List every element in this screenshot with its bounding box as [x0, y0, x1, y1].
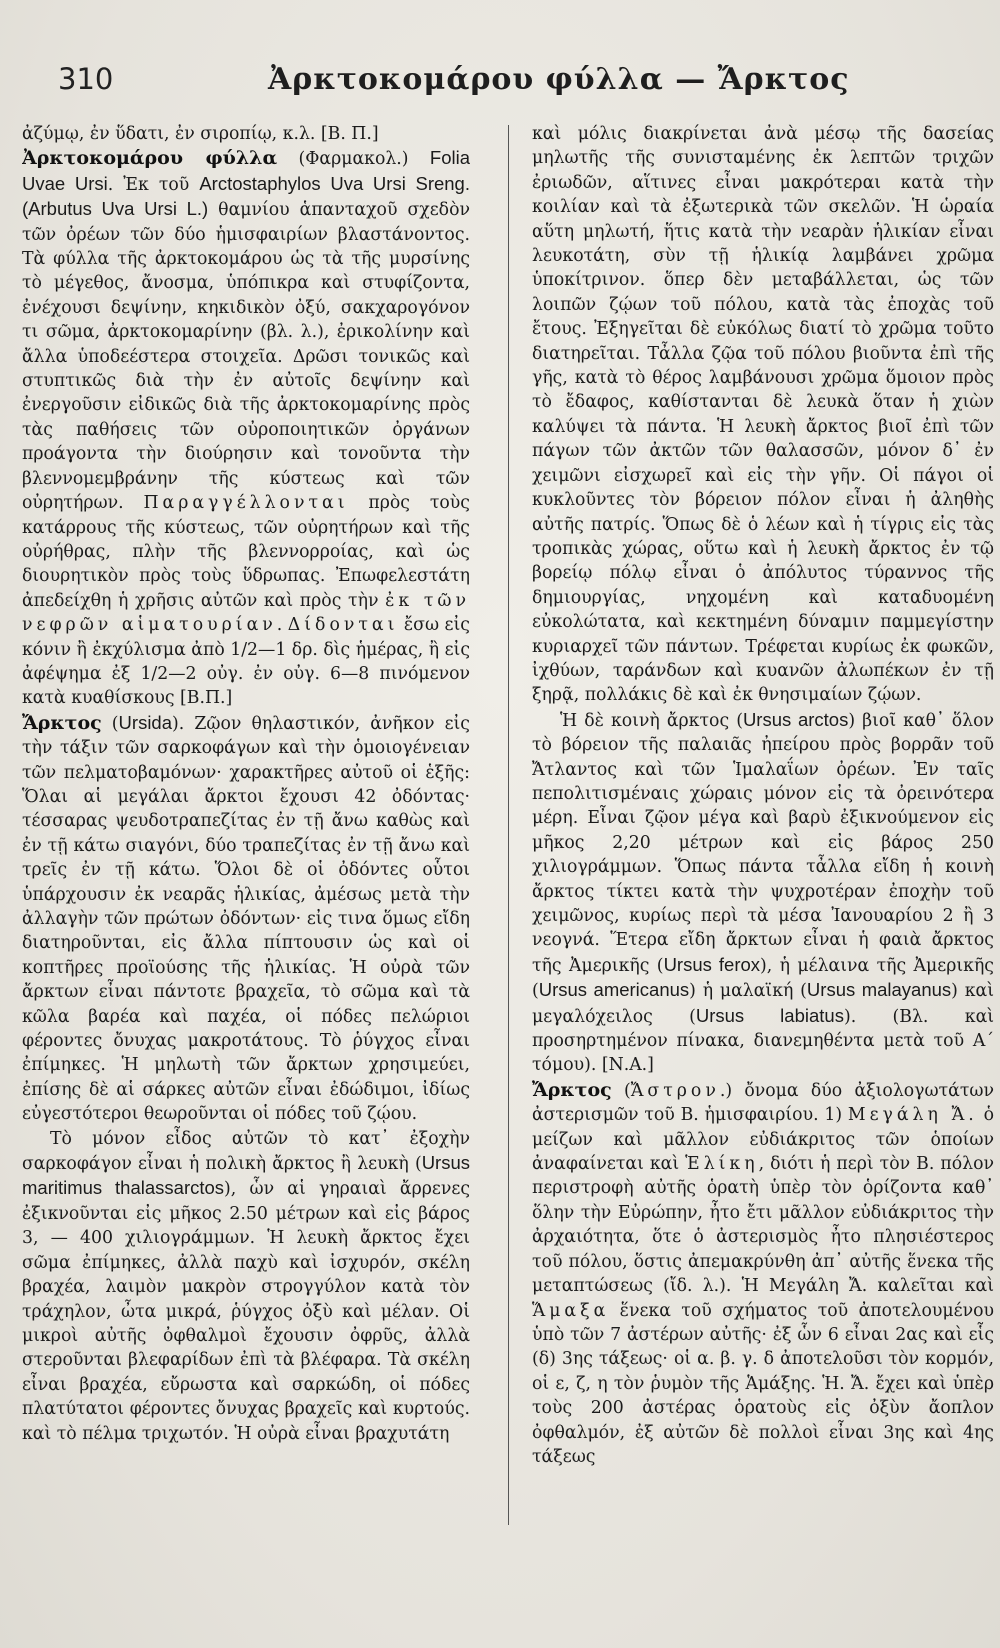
- text-run: Ursida: [118, 711, 173, 733]
- left-column: [22, 122, 470, 1622]
- text-run: θαμνίου ἁπανταχοῦ σχεδὸν τῶν ὀρέων τῶν δύο ἡμισφαιρίων βλαστάνοντος. Τὰ φύλλα τῆς ἀρκτοκομάρου ὡς τὰ τῆς μυρσίνης τὸ μέγεθος, ἄνοσμα, ὑπόπικρα καὶ στυφίζοντα, ἐνέχουσι δεψίνην, κηκιδικὸν ὀξύ, σακχαρογόνον τι σῶμα, ἀρκτοκομαρίνην (βλ. λ.), ἐρικολίνην καὶ ἄλλα ὑποδεέστερα στοιχεῖα. Δρῶσι τονικῶς καὶ στυπτικῶς διὰ τὴν ἐν αὐτοῖς δεψίνην καὶ ἐνεργοῦσιν εἰδικῶς διὰ τῆς ἀρκτοκομαρίνης πρὸς τὰς παθήσεις τῶν οὐροποιητικῶν ὀργάνων προάγοντα τὴν διούρησιν καὶ τονοῦντα τὴν βλεννομεμβράνην τῆς κύστεως καὶ τῶν οὐρητήρων.: [22, 200, 470, 514]
- entry-headword: Ἄρκτος: [22, 711, 102, 734]
- text-run: Ἡ δὲ κοινὴ ἄρκτος (: [560, 710, 743, 731]
- text-run: Arctostaphylos Uva Ursi Sreng. (Arbutus Uva Ursi L.): [22, 172, 470, 220]
- text-run: Μεγάλη Ἄ.: [847, 1105, 978, 1126]
- text-run: ἀζύμῳ, ἐν ὕδατι, ἐν σιροπίῳ, κ.λ. [Β. Π.]: [22, 124, 379, 144]
- paragraph: [532, 122, 994, 708]
- text-run: Ursus arctos: [742, 708, 849, 730]
- column-divider: [508, 125, 509, 1525]
- entry-headword: Ἀρκτοκομάρου φύλλα: [22, 147, 278, 170]
- text-run: Ἅμαξα: [532, 1300, 610, 1321]
- text-run: Ursus labiatus: [695, 1004, 844, 1026]
- text-run: (Φαρμακολ.): [277, 149, 430, 170]
- text-run: .) ὄνομα δύο ἀξιολογωτάτων ἀστερισμῶν τοῦ Β. ἡμισφαιρίου. 1): [532, 1080, 994, 1126]
- text-run: ἔσω εἰς κόνιν ἢ ἐκχύλισμα ἀπὸ 1/2—1 δρ. δὶς ἡμέρας, ἢ εἰς ἀφέψημα ἐξ 1/2—2 οὐγ. ἐν οὐγ. 6—8 πινόμενον κατὰ κυαθίσκους [Β.Π.]: [22, 615, 470, 709]
- text-run: Ursus malayanus: [806, 979, 952, 1001]
- page-number: 310: [58, 62, 114, 96]
- paragraph: [22, 146, 470, 710]
- text-run: ), ἡ μέλαινα τῆς Ἀμερικῆς (: [532, 955, 994, 1002]
- right-column: [532, 122, 994, 1622]
- text-run: Ursus maritimus thalassarctos: [22, 1152, 470, 1199]
- text-run: καὶ μόλις διακρίνεται ἀνὰ μέσῳ τῆς δασείας μηλωτῆς τῆς συνισταμένης ἐκ λεπτῶν τριχῶν ἐριωδῶν, αἵτινες εἶναι μακρότεραι κατὰ τὴν κοιλίαν καὶ τὰ ἐξωτερικὰ τῶν σκελῶν. Ἡ ὡραία αὕτη μηλωτή, ἥτις κατὰ τὴν νεαρὰν ἡλικίαν εἶναι λευκοτάτη, σὺν τῇ ἡλικίᾳ λαμβάνει χρῶμα ὑποκίτρινον. ὅπερ δὲν μεταβάλλεται, ὡς τῶν λοιπῶν ζῴων τοῦ πόλου, κατὰ τὰς ἐποχὰς τοῦ ἔτους. Ἐξηγεῖται δὲ εὐκόλως διατί τὸ χρῶμα τοῦτο διατηρεῖται. Τἆλλα ζῷα τοῦ πόλου βιοῦντα ἐπὶ τῆς γῆς, κατὰ τὸ θέρος λαμβάνουσι χρῶμα ὅμοιον πρὸς τὸ ἔδαφος, καθίστανται δὲ λευκὰ ὅταν ἡ χιὼν καλύψει τὰ πάντα. Ἡ λευκὴ ἄρκτος βιοῖ ἐπὶ τῶν πάγων τῶν ἀκτῶν τῶν θαλασσῶν, μόνον δ᾿ ἐν χειμῶνι εἰσχωρεῖ καὶ εἰς τὴν γῆν. Οἱ πάγοι οἱ κυκλοῦντες τὸν βόρειον πόλον εἶναι ἡ ἀληθὴς αὐτῆς πατρίς. Ὅπως δὲ ὁ λέων καὶ ἡ τίγρις εἰς τὰς τροπικὰς χώρας, οὕτω καὶ ἡ λευκὴ ἄρκτος ἐν τῷ βορείῳ πόλῳ εἶναι ὁ ἀπόλυτος τύραννος τῆς δημιουργίας, νηχομένη καὶ καταδυομένη εὐκολώτατα, καὶ κεκτημένη δύναμιν παμμεγίστην κυριαρχεῖ τῶν πάντων. Τρέφεται κυρίως ἐκ φωκῶν, ἰχθύων, ταράνδων καὶ κυανῶν ἀλωπέκων ἐν τῇ ξηρᾷ, πολλάκις δὲ καὶ ἐκ θνησιμαίων ζῴων.: [532, 124, 994, 706]
- text-run: Τὸ μόνον εἶδος αὐτῶν τὸ κατ᾿ ἐξοχὴν σαρκοφάγον εἶναι ἡ πολικὴ ἄρκτος ἢ λευκὴ (: [22, 1128, 470, 1175]
- text-run: Ursus ferox: [663, 953, 761, 975]
- text-run: Ἄστρον: [630, 1080, 720, 1101]
- paragraph: [532, 1078, 994, 1470]
- text-run: . Ἐκ τοῦ: [107, 174, 200, 195]
- text-run: ὁ μείζων καὶ μᾶλλον εὐδιάκριτος τῶν ὁποίων ἀναφαίνεται καὶ: [532, 1105, 994, 1175]
- text-run: ). Ζῷον θηλαστικόν, ἀνῆκον εἰς τὴν τάξιν τῶν σαρκοφάγων καὶ τὴν ὁμοιογένειαν τῶν πελματοβαμόνων· χαρακτῆρες αὐτοῦ οἱ ἑξῆς: Ὅλαι αἱ μεγάλαι ἄρκτοι ἔχουσι 42 ὀδόντας· τέσσαρας ψευδοτραπεζίτας ἐν τῇ ἄνω καθὼς καὶ ἐν τῇ κάτω σιαγόνι, δύο τραπεζίτας ἐν τῇ ἄνω καὶ τρεῖς ἐν τῇ κάτω. Ὅλοι δὲ οἱ ὀδόντες οὗτοι ὑπάρχουσιν ἐκ νεαρᾶς ἡλικίας, ἀμέσως μετὰ τὴν ἀλλαγὴν τῶν πρώτων ὀδόντων· εἰς τινα ὅμως εἴδη διατηροῦνται, εἰς ἄλλα πίπτουσιν ὡς καὶ οἱ κοπτῆρες προϊούσης τῆς ἡλικίας. Ἡ οὐρὰ τῶν ἄρκτων εἶναι πάντοτε βραχεῖα, τὸ σῶμα καὶ τὰ κῶλα βαρέα καὶ παχέα, οἱ πόδες πελώριοι φέροντες ὄνυχας μακροτάτους. Τὸ ῥύγχος εἶναι ἐπίμηκες. Ἡ μηλωτὴ τῶν ἄρκτων χρησιμεύει, ἐπίσης δὲ αἱ σάρκες αὐτῶν εἶναι ἐδώδιμοι, ἰδίως εὐγεστότεροι θεωροῦνται οἱ πόδες τοῦ ζῴου.: [22, 713, 470, 1125]
- text-run: ) καὶ μεγαλόχειλος (: [532, 981, 994, 1027]
- text-run: (: [611, 1080, 631, 1101]
- paragraph: [22, 711, 470, 1127]
- text-run: ἐκ τῶν νεφρῶν αἱματουρίαν: [22, 590, 470, 636]
- text-run: ) βιοῖ καθ᾿ ὅλον τὸ βόρειον τῆς παλαιᾶς ἠπείρου πρὸς βορρᾶν τοῦ Ἄτλαντος καὶ τῶν Ἱμαλαΐων ὀρέων. Ἐν ταῖς πεπολιτισμέναις χώραις μόνον εἰς τὰ ὀρεινότερα μέρη. Εἶναι ζῷον μέγα καὶ βαρὺ ἐξικνούμενον εἰς μῆκος 2,20 μέτρων καὶ εἰς βάρος 250 χιλιογράμμων. Ὅπως πάντα τἆλλα εἴδη ἡ κοινὴ ἄρκτος τίκτει κατὰ τὴν ψυχροτέραν ἐποχὴν τοῦ χειμῶνος, κυρίως περὶ τὰ μέσα Ἰανουαρίου 2 ἢ 3 νεογνά. Ἕτερα εἴδη ἄρκτων εἶναι ἡ φαιὰ ἄρκτος τῆς Ἀμερικῆς (: [532, 710, 994, 976]
- page-header: [58, 62, 958, 102]
- text-run: Folia Uvae Ursi: [22, 147, 470, 194]
- text-run: Ursus americanus: [538, 979, 690, 1001]
- text-run: Ἑλίκη: [685, 1154, 759, 1175]
- text-run: (: [101, 713, 119, 734]
- paragraph: [22, 1127, 470, 1446]
- text-run: Παραγγέλλονται: [143, 493, 349, 514]
- entry-headword: Ἄρκτος: [532, 1078, 612, 1101]
- text-run: , διότι ἡ περὶ τὸν Β. πόλον περιστροφὴ αὐτῆς ὁρατὴ ὑπὲρ τὸν ὁρίζοντα καθ᾿ ὅλην τὴν Εὐρώπην, ἦτο ἔτι μᾶλλον εὐδιάκριτος τὴν ἀρχαιότητα, ὅτε ὁ ἀστερισμὸς ἦτο πλησιέστερος τοῦ πόλου, ὅστις ἀπεμακρύνθη ἀπ᾿ αὐτῆς ἕνεκα τῆς μεταπτώσεως (ἴδ. λ.). Ἡ Μεγάλη Ἄ. καλεῖται καὶ: [532, 1154, 994, 1297]
- text-run: ), ὧν αἱ γηραιαὶ ἄρρενες ἐξικνοῦνται εἰς μῆκος 2.50 μέτρων καὶ εἰς βάρος 3, — 400 χιλιογράμμων. Ἡ λευκὴ ἄρκτος ἔχει σῶμα ἐπίμηκες, ἀλλὰ παχὺ καὶ ἰσχυρόν, σκέλη βραχέα, λαιμὸν μακρὸν στρογγύλον κατὰ τὸν τράχηλον, ὦτα μικρά, ῥύγχος ὀξὺ καὶ μέλαν. Οἱ μικροὶ αὐτῆς ὀφθαλμοὶ ἔχουσιν ὀφρῦς, ἀλλὰ στεροῦνται βλεφαρίδων ἐπὶ τὰ βλέφαρα. Τὰ σκέλη εἶναι βραχέα, εὔρωστα καὶ σαρκώδη, οἱ πόδες πλατύτατοι φέροντες ὄνυχας βραχεῖς καὶ κυρτούς. καὶ τὸ πέλμα τριχωτόν. Ἡ οὐρὰ εἶναι βραχυτάτη: [22, 1179, 470, 1444]
- running-head: Ἀρκτοκομάρου φύλλα — Ἄρκτος: [268, 62, 850, 97]
- paragraph: [22, 122, 470, 146]
- text-run: .: [276, 615, 288, 636]
- text-run: ἕνεκα τοῦ σχήματος τοῦ ἀποτελουμένου ὑπὸ τῶν 7 ἀστέρων αὐτῆς· ἐξ ὧν 6 εἶναι 2ας καὶ εἷς (δ) 3ης τάξεως· οἱ α. β. γ. δ ἀποτελοῦσι τὸν κορμόν, οἱ ε, ζ, η τὸν ῥυμὸν τῆς Ἁμάξης. Ἡ. Ἄ. ἔχει καὶ ὑπὲρ τοὺς 200 ἀστέρας ὁρατοὺς εἰς ὀξὺν ἄοπλον ὀφθαλμόν, ἐξ αὐτῶν δὲ πολλοὶ εἶναι 3ης καὶ 4ης τάξεως: [532, 1300, 994, 1467]
- text-run: ). (Βλ. καὶ προσηρτημένον πίνακα, διανεμηθέντα μετὰ τοῦ Α΄ τόμου). [Ν.Α.]: [532, 1006, 994, 1076]
- text-run: πρὸς τοὺς κατάρρους τῆς κύστεως, τῶν οὐρητήρων καὶ τῆς οὐρήθρας, πλὴν τῆς βλεννορροίας, καὶ ὡς διουρητικὸν πρὸς τοὺς ὕδρωπας. Ἐπωφελεστάτη ἀπεδείχθη ἡ χρῆσις αὐτῶν καὶ πρὸς τὴν: [22, 493, 470, 611]
- paragraph: [532, 708, 994, 1078]
- text-run: ) ἡ μαλαϊκή (: [689, 981, 807, 1002]
- text-run: Δίδονται: [287, 615, 399, 636]
